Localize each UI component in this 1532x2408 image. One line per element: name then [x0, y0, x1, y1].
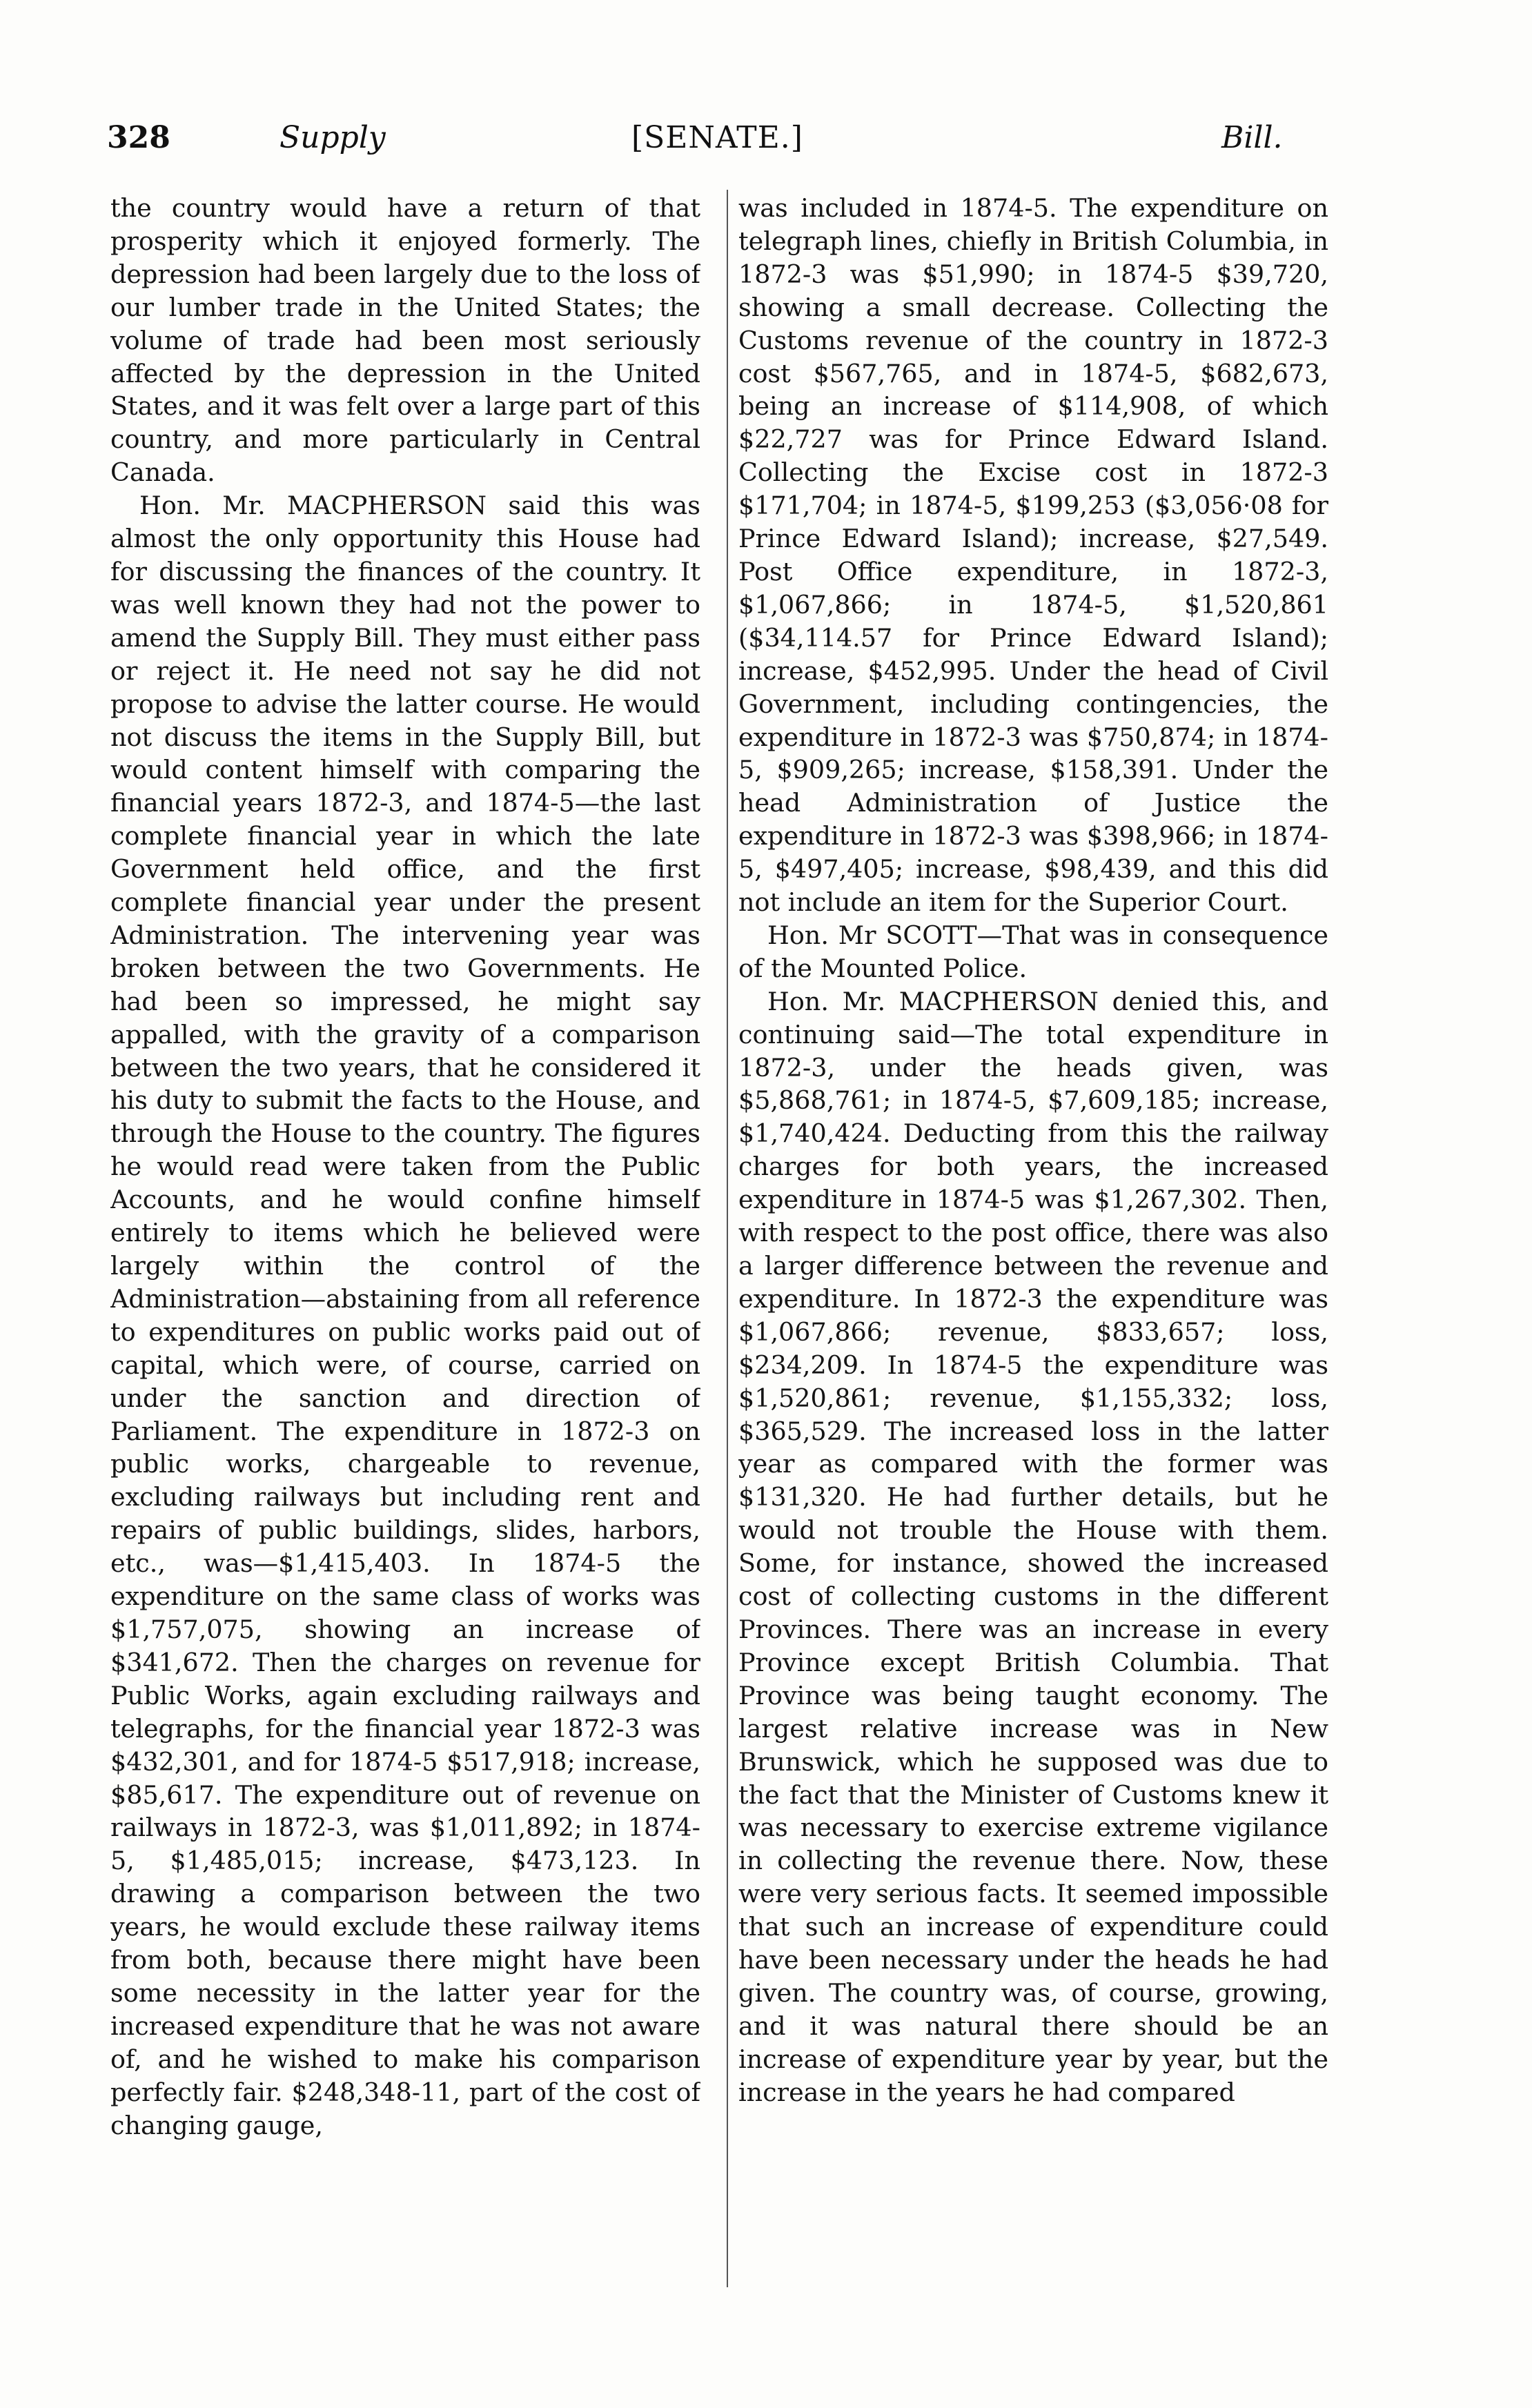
running-header: [107, 117, 1353, 166]
header-left-title: Supply: [279, 120, 386, 155]
column-divider: [727, 190, 728, 2287]
right-column: [738, 192, 1328, 2289]
paragraph: Hon. Mr SCOTT—That was in consequence of the Mounted Police.: [738, 920, 1328, 983]
left-column: [110, 192, 700, 2289]
paragraph: Hon. Mr. MACPHERSON denied this, and continuing said—The total expenditure in 1872-3, under the heads given, was $5,868,761; in 1874-5, $7,609,185; increase, $1,740,424. Deducting from this the railway charges for both years, the increased expenditure in 1874-5 was $1,267,302. Then, with respect to the post office, there was also a larger difference between the revenue and expenditure. In 1872-3 the expenditure was $1,067,866; revenue, $833,657; loss, $234,209. In 1874-5 the expenditure was $1,520,861; revenue, $1,155,332; loss, $365,529. The increased loss in the latter year as compared with the former was $131,320. He had further details, but he would not trouble the House with them. Some, for instance, showed the increased cost of collecting customs in the different Provinces. There was an increase in every Province except British Columbia. That Province was being taught economy. The largest relative increase was in New Brunswick, which he supposed was due to the fact that the Minister of Customs knew it was necessary to exercise extreme vigilance in collecting the revenue there. Now, these were very serious facts. It seemed impossible that such an increase of expenditure could have been necessary under the heads he had given. The country was, of course, growing, and it was natural there should be an increase of expenditure year by year, but the increase in the years he had compared: [738, 986, 1328, 2107]
paragraph: was included in 1874-5. The expenditure on telegraph lines, chiefly in British Columbia, in 1872-3 was $51,990; in 1874-5 $39,720, showing a small decrease. Collecting the Customs revenue of the country in 1872-3 cost $567,765, and in 1874-5, $682,673, being an increase of $114,908, of which $22,727 was for Prince Edward Island. Collecting the Excise cost in 1872-3 $171,704; in 1874-5, $199,253 ($3,056·08 for Prince Edward Island); increase, $27,549. Post Office expenditure, in 1872-3, $1,067,866; in 1874-5, $1,520,861 ($34,114.57 for Prince Edward Island); increase, $452,995. Under the head of Civil Government, including contingencies, the expenditure in 1872-3 was $750,874; in 1874-5, $909,265; increase, $158,391. Under the head Administration of Justice the expenditure in 1872-3 was $398,966; in 1874-5, $497,405; increase, $98,439, and this did not include an item for the Superior Court.: [738, 193, 1328, 918]
header-center-title: [SENATE.]: [631, 120, 803, 155]
paragraph: the country would have a return of that prosperity which it enjoyed formerly. The depression had been largely due to the loss of our lumber trade in the United States; the volume of trade had been most seriously affected by the depression in the United States, and it was felt over a large part of this country, and more particularly in Central Canada.: [110, 193, 700, 488]
page-number: 328: [107, 120, 170, 155]
header-right-title: Bill.: [1221, 120, 1283, 155]
paragraph: Hon. Mr. MACPHERSON said this was almost the only opportunity this House had for discussing the finances of the country. It was well known they had not the power to amend the Supply Bill. They must either pass or reject it. He need not say he did not propose to advise the latter course. He would not discuss the items in the Supply Bill, but would content himself with comparing the financial years 1872-3, and 1874-5—the last complete financial year in which the late Government held office, and the first complete financial year under the present Administration. The intervening year was broken between the two Governments. He had been so impressed, he might say appalled, with the gravity of a comparison between the two years, that he considered it his duty to submit the facts to the House, and through the House to the country. The figures he would read were taken from the Public Accounts, and he would confine himself entirely to items which he believed were largely within the control of the Administration—abstaining from all reference to expenditures on public works paid out of capital, which were, of course, carried on under the sanction and direction of Parliament. The expenditure in 1872-3 on public works, chargeable to revenue, excluding railways but including rent and repairs of public buildings, slides, harbors, etc., was—$1,415,403. In 1874-5 the expenditure on the same class of works was $1,757,075, showing an increase of $341,672. Then the charges on revenue for Public Works, again excluding railways and telegraphs, for the financial year 1872-3 was $432,301, and for 1874-5 $517,918; increase, $85,617. The expenditure out of revenue on railways in 1872-3, was $1,011,892; in 1874-5, $1,485,015; increase, $473,123. In drawing a comparison between the two years, he would exclude these railway items from both, because there might have been some necessity in the latter year for the increased expenditure that he was not aware of, and he wished to make his comparison perfectly fair. $248,348-11, part of the cost of changing gauge,: [110, 491, 700, 2140]
